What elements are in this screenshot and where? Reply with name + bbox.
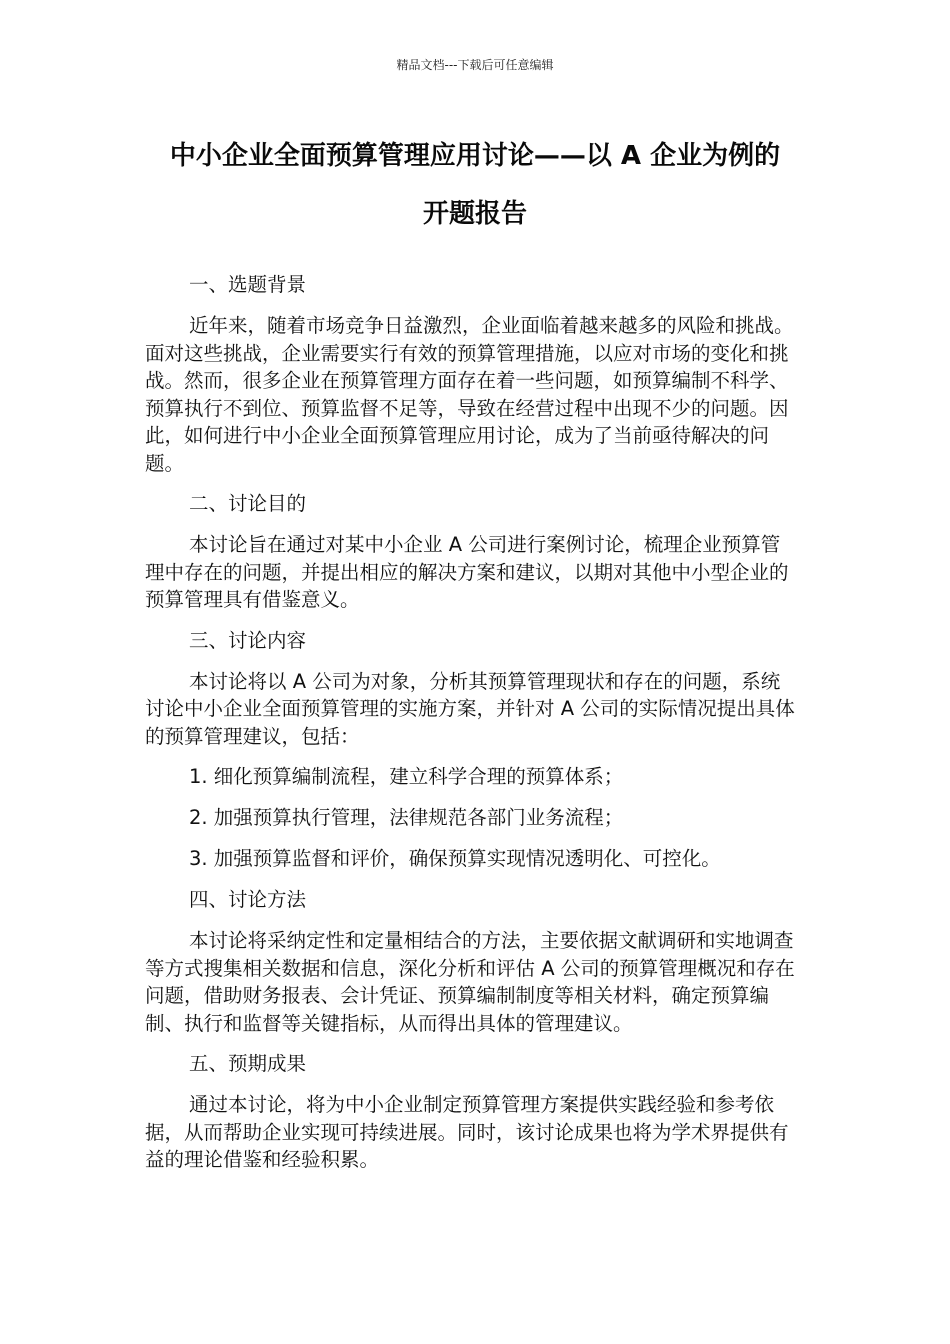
document-body (145, 271, 797, 1174)
section-method (145, 886, 797, 1050)
paragraph: 近年来，随着市场竞争日益激烈，企业面临着越来越多的风险和挑战。面对这些挑战，企业需要实行有效的预算管理措施，以应对市场的变化和挑战。然而，很多企业在预算管理方面存在着一些问题，如预算编制不科学、预算执行不到位、预算监督不足等，导致在经营过程中出现不少的问题。因此，如何进行中小企业全面预算管理应用讨论，成为了当前亟待解决的问题。 (145, 314, 794, 475)
section-heading: 五、预期成果 (189, 1052, 307, 1075)
section-purpose (145, 490, 797, 627)
list-item: 2. 加强预算执行管理，法律规范各部门业务流程； (189, 806, 624, 829)
paragraph: 本讨论将以 A 公司为对象，分析其预算管理现状和存在的问题，系统讨论中小企业全面预算管理的实施方案，并针对 A 公司的实际情况提出具体的预算管理建议，包括： (145, 669, 795, 748)
section-heading: 四、讨论方法 (189, 888, 307, 911)
section-content (145, 627, 797, 887)
section-background (145, 271, 797, 490)
section-heading: 二、讨论目的 (189, 492, 307, 515)
paragraph: 通过本讨论，将为中小企业制定预算管理方案提供实践经验和参考依据，从而帮助企业实现可持续进展。同时，该讨论成果也将为学术界提供有益的理论借鉴和经验积累。 (145, 1093, 789, 1171)
paragraph: 本讨论旨在通过对某中小企业 A 公司进行案例讨论，梳理企业预算管理中存在的问题，并提出相应的解决方案和建议，以期对其他中小型企业的预算管理具有借鉴意义。 (145, 533, 789, 611)
page-header-note: 精品文档---下载后可任意编辑 (396, 58, 554, 72)
section-heading: 一、选题背景 (189, 273, 307, 296)
list-item: 1. 细化预算编制流程，建立科学合理的预算体系； (189, 765, 624, 788)
document-title-line-2: 开题报告 (422, 199, 527, 229)
list-item: 3. 加强预算监督和评价，确保预算实现情况透明化、可控化。 (189, 847, 721, 870)
section-results (145, 1050, 797, 1174)
document-title-line-1: 中小企业全面预算管理应用讨论——以 A 企业为例的 (169, 141, 781, 171)
section-heading: 三、讨论内容 (189, 628, 307, 652)
paragraph: 本讨论将采纳定性和定量相结合的方法，主要依据文献调研和实地调查等方式搜集相关数据和信息，深化分析和评估 A 公司的预算管理概况和存在问题，借助财务报表、会计凭证、预算编制制度等相关材料，确定预算编制、执行和监督等关键指标，从而得出具体的管理建议。 (145, 929, 795, 1035)
